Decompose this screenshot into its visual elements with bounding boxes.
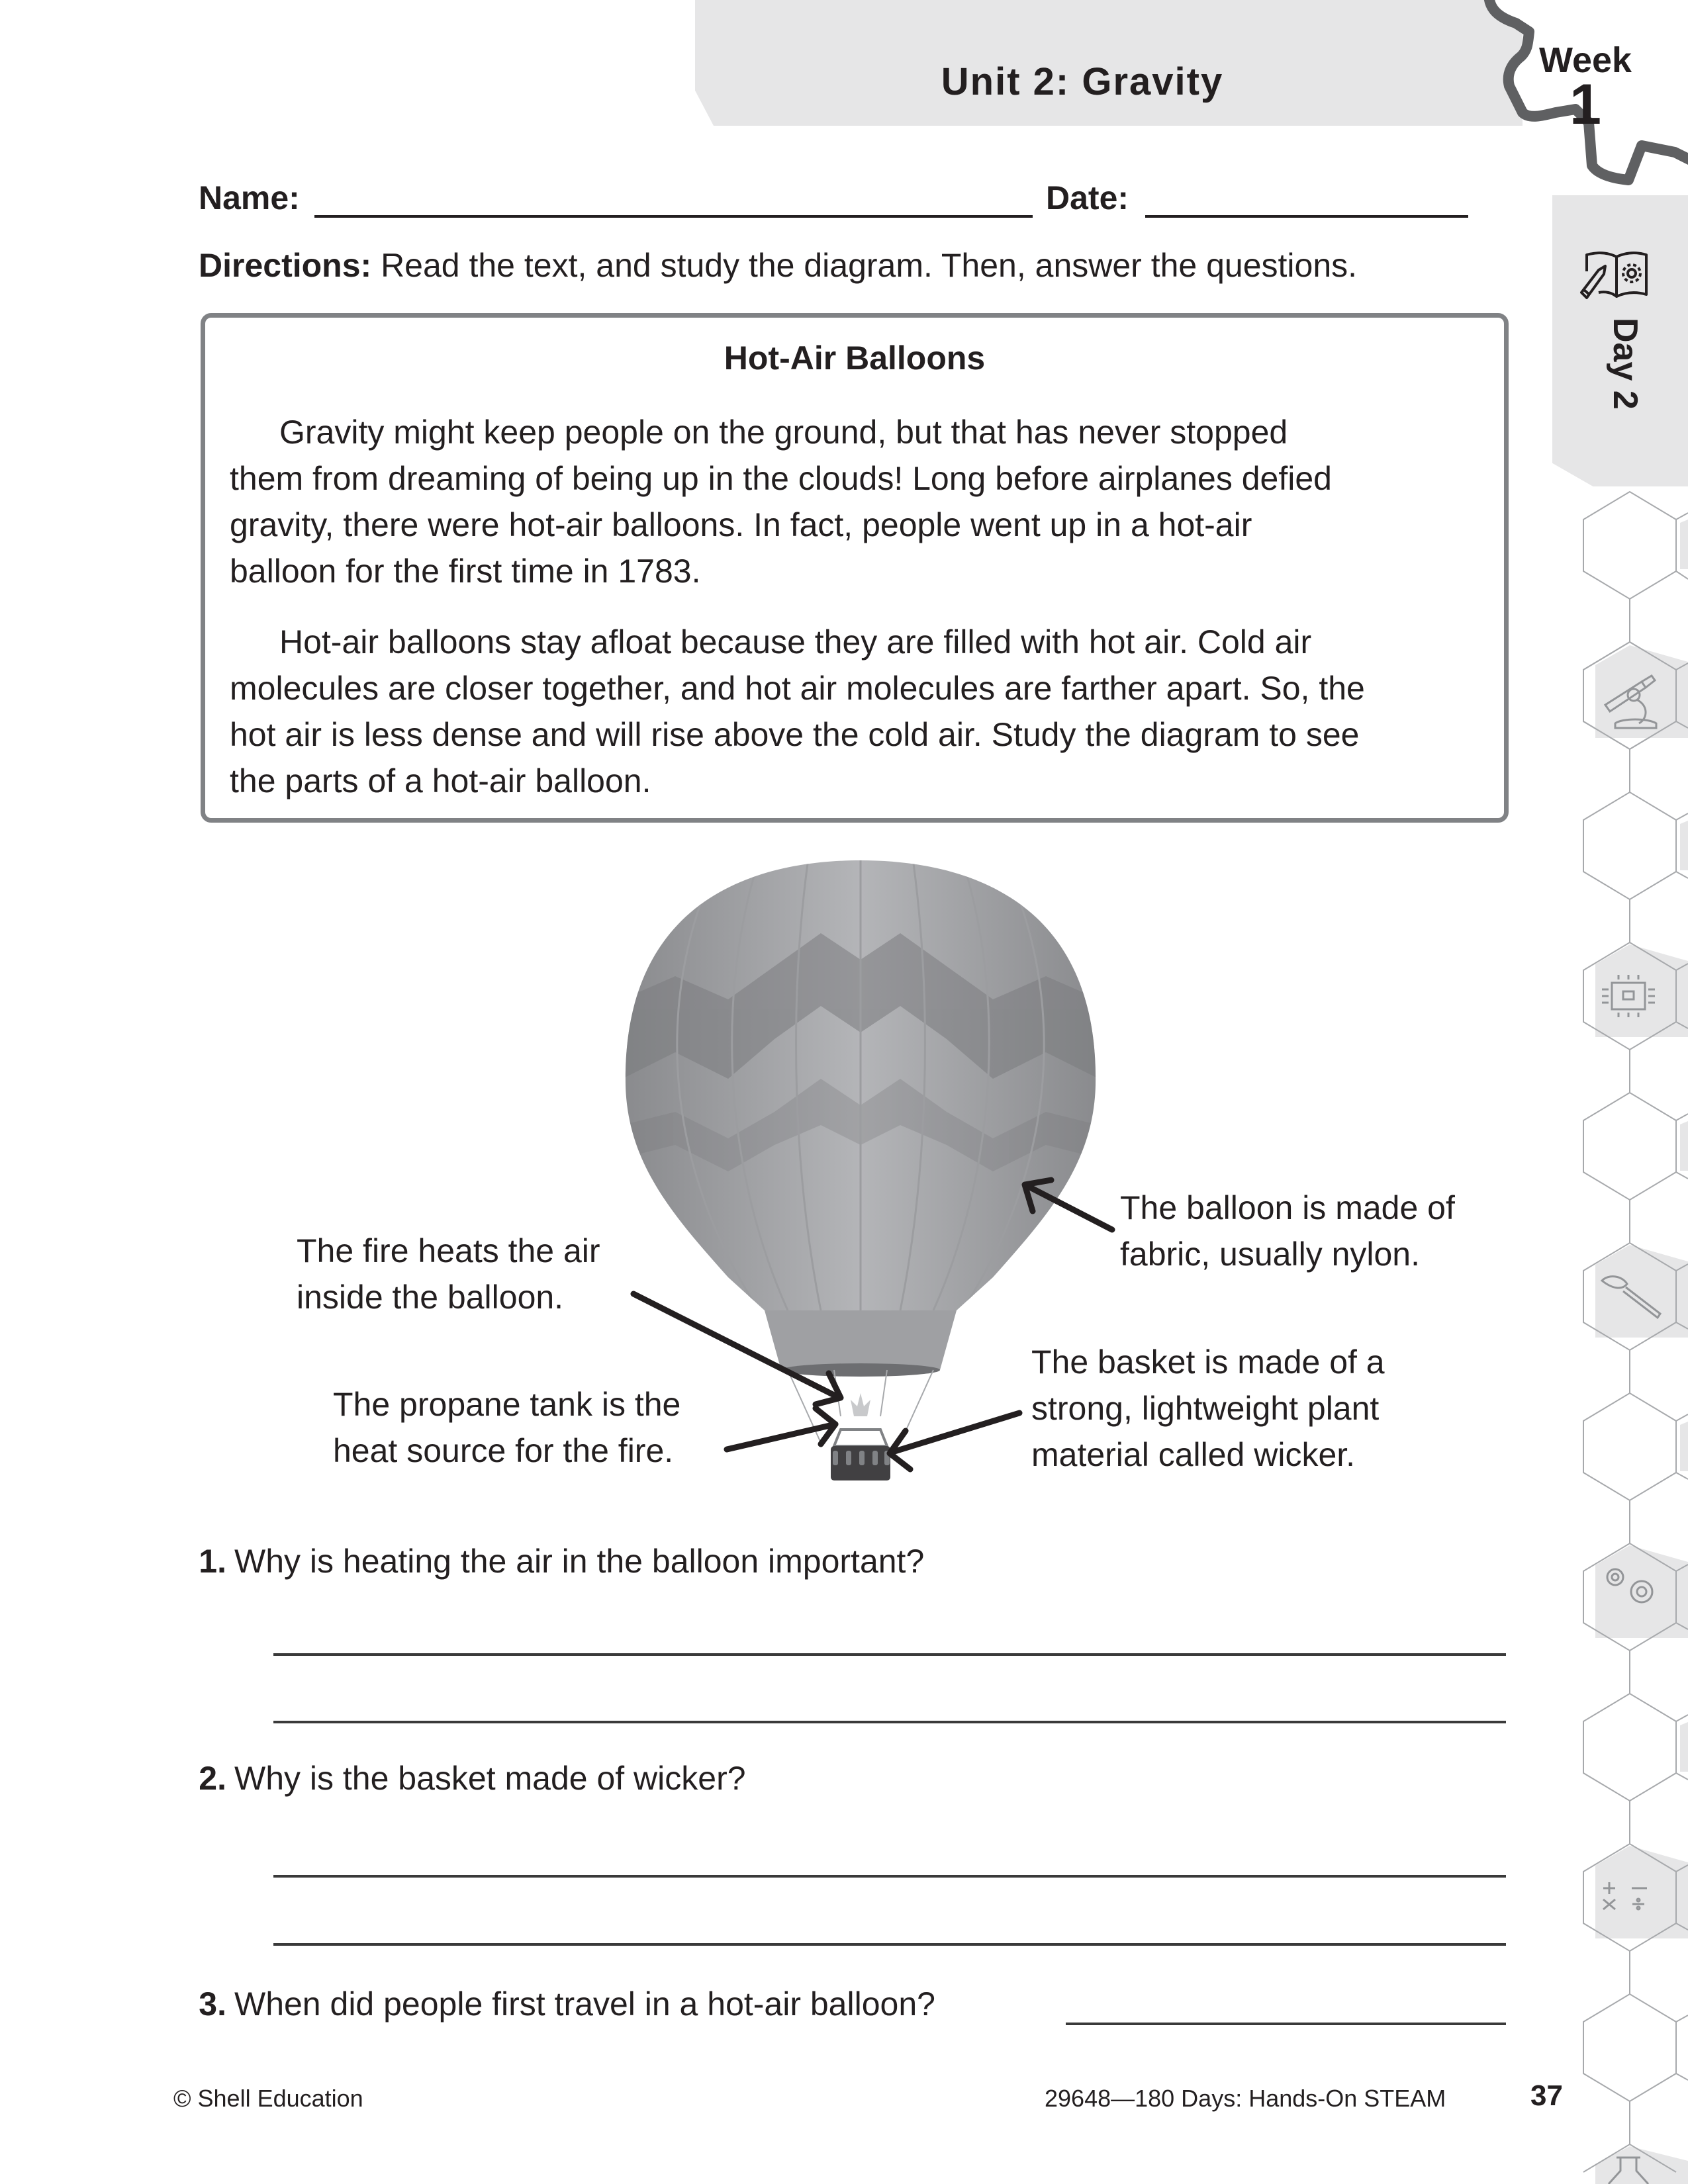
day-label: Day 2 [1606,318,1644,410]
burner-flame-icon [851,1393,870,1416]
balloon-envelope [622,860,1099,1310]
reading-paragraph-2: Hot-air balloons stay afloat because they are filled with hot air. Cold air molecules are closer together, and hot air molecules are farther apart. So, the hot air is less dense and will rise above the cold air. Study the diagram to see the parts of a hot-air balloon. [230,623,1365,799]
hot-air-balloon-diagram [622,847,1099,1482]
callout-fabric: The balloon is made of fabric, usually nylon. [1120,1189,1455,1273]
wicker-basket-icon [831,1446,890,1480]
question-1: 1. Why is heating the air in the balloon important? [199,1543,925,1580]
answer-line-1b[interactable] [273,1721,1506,1723]
reading-title: Hot-Air Balloons [724,340,986,377]
directions [199,246,1357,285]
balloon-skirt [765,1310,957,1370]
callout-propane-tank: The propane tank is the heat source for the fire. [333,1386,681,1469]
callout-basket: The basket is made of a strong, lightweight plant material called wicker. [1031,1343,1385,1473]
answer-line-3[interactable] [1066,2023,1506,2025]
directions-text: Read the text, and study the diagram. Then, answer the questions. [371,247,1358,284]
propane-tank-icon [834,1430,887,1446]
hex-column [1583,492,1688,2184]
date-field[interactable] [1145,215,1468,218]
book-pencil-gear-icon [1579,251,1652,301]
week-label: Week [1538,40,1632,80]
reading-paragraph-1: Gravity might keep people on the ground, but that has never stopped them from dreaming of being up in the clouds! Long before airplanes defied gravity, there were hot-air balloons. In fact, people went up in a hot-air balloon for the first time in 1783. [230,414,1332,590]
unit-title: Unit 2: Gravity [941,60,1224,103]
footer-copyright: © Shell Education [173,2085,363,2112]
answer-line-1a[interactable] [273,1653,1506,1656]
callout-fire: The fire heats the air inside the balloon. [297,1232,600,1316]
name-field[interactable] [314,215,1033,218]
decorative-hex-strip [1575,486,1688,2184]
page-number: 37 [1530,2079,1563,2112]
answer-line-2b[interactable] [273,1943,1506,1946]
week-number: 1 [1570,73,1601,136]
directions-label: Directions: [199,247,372,284]
answer-line-2a[interactable] [273,1875,1506,1878]
date-label: Date: [1046,179,1129,216]
name-label: Name: [199,179,300,216]
question-2: 2. Why is the basket made of wicker? [199,1760,746,1797]
question-3: 3. When did people first travel in a hot-air balloon? [199,1985,935,2023]
footer-book-title: 29648—180 Days: Hands-On STEAM [1045,2085,1446,2112]
